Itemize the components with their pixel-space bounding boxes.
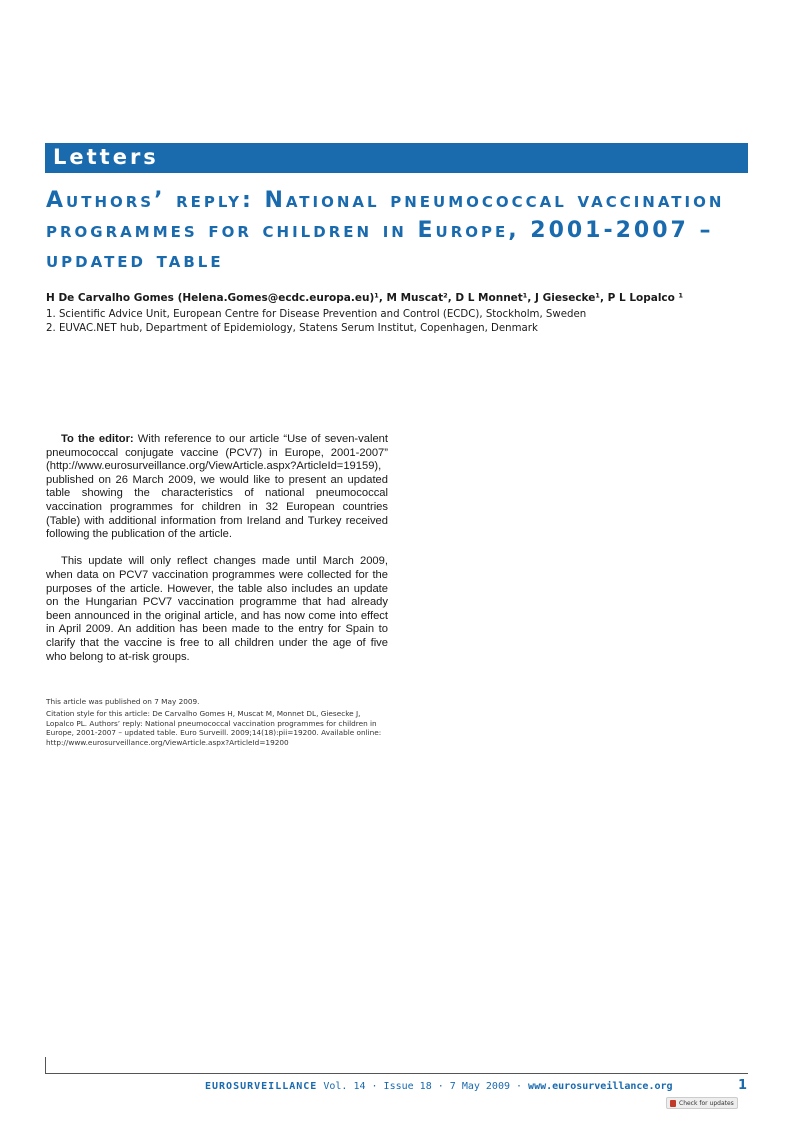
paragraph-2: This update will only reflect changes made until March 2009, when data on PCV7 vaccination programmes were collected for the purposes of the article. However, the table also includes an update on the Hungarian PCV7 vaccination programme that had already been announced in the original article, and has now come into effect in April 2009. An addition has been made to the entry for Spain to clarify that the vaccine is free to all children under the age of five who belong to at-risk groups. — [46, 555, 388, 663]
issue-info: Vol. 14 · Issue 18 · 7 May 2009 · — [317, 1081, 529, 1092]
affiliation-1: 1. Scientific Advice Unit, European Centre for Disease Prevention and Control (ECDC), Stockholm, Sweden — [46, 309, 587, 320]
journal-url-link[interactable]: www.eurosurveillance.org — [528, 1081, 673, 1092]
check-for-updates-label: Check for updates — [679, 1099, 734, 1107]
article-title: Authors’ reply: National pneumococcal vaccination programmes for children in Europe, 2001-2007 – updated table — [46, 188, 725, 273]
salutation: To the editor: — [61, 433, 134, 445]
journal-brand: EUROSURVEILLANCE — [205, 1081, 318, 1092]
paragraph-1 — [46, 433, 388, 542]
author-list: H De Carvalho Gomes (Helena.Gomes@ecdc.europa.eu)¹, M Muscat², D L Monnet¹, J Giesecke¹, P L Lopalco ¹ — [46, 292, 684, 304]
article-body — [46, 433, 388, 678]
bookmark-icon — [670, 1100, 676, 1107]
section-label: Letters — [53, 145, 159, 169]
footer-rule-vertical — [45, 1057, 46, 1074]
publication-note — [46, 697, 388, 750]
section-banner — [45, 143, 748, 173]
check-for-updates-button[interactable] — [666, 1097, 738, 1109]
affiliations — [46, 308, 746, 335]
citation-note: Citation style for this article: De Carvalho Gomes H, Muscat M, Monnet DL, Giesecke J, Lopalco PL. Authors’ reply: National pneumococcal vaccination programmes for children in Europe, 2001-2007 – updated table. Euro Surveill. 2009;14(18):pii=19200. Available online: http://www.eurosurveillance.org/ViewArticle.aspx?ArticleId=19200 — [46, 709, 382, 747]
page-number: 1 — [738, 1078, 748, 1093]
affiliation-2: 2. EUVAC.NET hub, Department of Epidemiology, Statens Serum Institut, Copenhagen, Denmark — [46, 322, 538, 334]
published-date-note: This article was published on 7 May 2009. — [46, 697, 200, 706]
paragraph-1-text: With reference to our article “Use of seven-valent pneumococcal conjugate vaccine (PCV7) in Europe, 2001-2007” (http://www.eurosurveillance.org/ViewArticle.aspx?ArticleId=19159), published on 26 March 2009, we would like to present an updated table showing the characteristics of national pneumococcal vaccination programmes for children in 32 European countries (Table) with additional information from Ireland and Turkey received following the publication of the article. — [46, 433, 389, 541]
page-footer — [205, 1081, 695, 1092]
footer-rule — [45, 1073, 748, 1074]
